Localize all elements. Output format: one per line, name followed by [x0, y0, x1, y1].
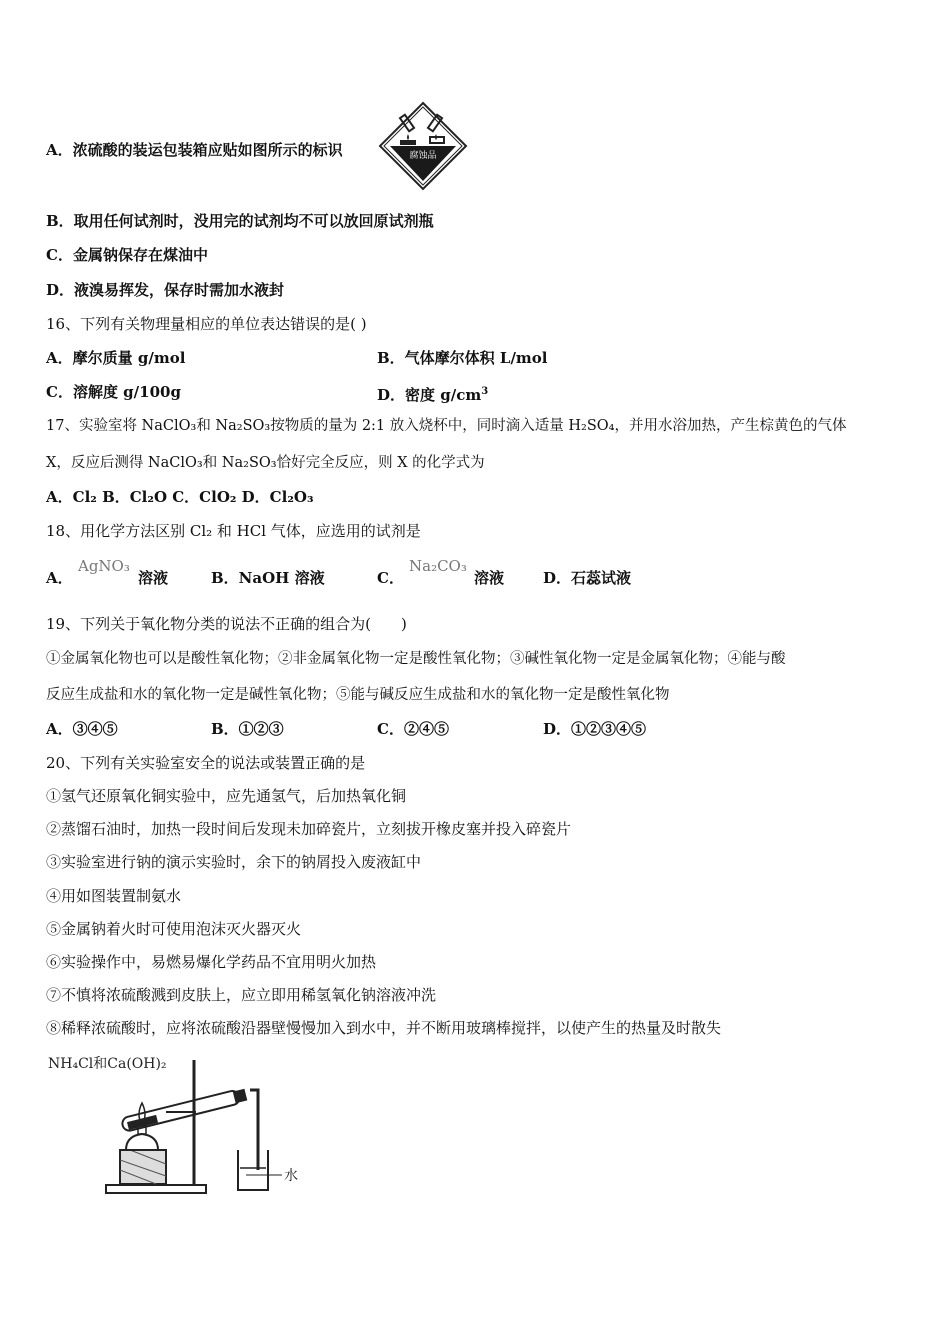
- q18-option-c-label: C．: [377, 569, 404, 587]
- q20-item-1: ①氢气还原氧化铜实验中，应先通氢气，后加热氧化铜: [46, 787, 407, 805]
- figure-reagent-label: NH₄Cl和Ca(OH)₂: [48, 1056, 167, 1072]
- q20-item-6: ⑥实验操作中，易燃易爆化学药品不宜用明火加热: [46, 953, 377, 971]
- q17-stem-line2: X，反应后测得 NaClO₃和 Na₂SO₃恰好完全反应，则 X 的化学式为: [46, 455, 485, 471]
- q16-option-b: B．气体摩尔体积 L/mol: [377, 349, 548, 367]
- q20-item-3: ③实验室进行钠的演示实验时，余下的钠屑投入废液缸中: [46, 853, 422, 871]
- q19-option-a: A．③④⑤: [46, 720, 118, 738]
- q20-item-2: ②蒸馏石油时，加热一段时间后发现未加碎瓷片，立刻拔开橡皮塞并投入碎瓷片: [46, 820, 572, 838]
- q19-option-d: D．①②③④⑤: [543, 720, 647, 738]
- q18-option-b: B．NaOH 溶液: [211, 569, 325, 587]
- q15-option-c: C．金属钠保存在煤油中: [46, 246, 208, 264]
- q16-option-c: C．溶解度 g/100g: [46, 383, 181, 401]
- q18-option-c-formula: Na₂CO₃: [409, 557, 467, 575]
- q15-option-a: A．浓硫酸的装运包装箱应贴如图所示的标识: [46, 141, 343, 159]
- q20-item-8: ⑧稀释浓硫酸时，应将浓硫酸沿器壁慢慢加入到水中，并不断用玻璃棒搅拌，以使产生的热量及时散失: [46, 1019, 722, 1037]
- q20-item-5: ⑤金属钠着火时可使用泡沫灭火器灭火: [46, 920, 302, 938]
- q15-option-b: B．取用任何试剂时，没用完的试剂均不可以放回原试剂瓶: [46, 212, 434, 230]
- q19-line2: 反应生成盐和水的氧化物一定是碱性氧化物；⑤能与碱反应生成盐和水的氧化物一定是酸性氧化物: [46, 687, 670, 703]
- ammonia-apparatus-figure: [46, 1050, 306, 1200]
- q18-option-d: D．石蕊试液: [543, 569, 632, 587]
- q15-option-d: D．液溴易挥发，保存时需加水液封: [46, 281, 285, 299]
- q19-stem: 19、下列关于氧化物分类的说法不正确的组合为( ): [46, 615, 407, 633]
- q16-stem: 16、下列有关物理量相应的单位表达错误的是( ): [46, 315, 367, 333]
- q19-option-b: B．①②③: [211, 720, 284, 738]
- q18-option-a-label: A．: [46, 569, 73, 587]
- q19-option-c: C．②④⑤: [377, 720, 449, 738]
- q20-item-7: ⑦不慎将浓硫酸溅到皮肤上，应立即用稀氢氧化钠溶液冲洗: [46, 986, 437, 1004]
- q16-option-a: A．摩尔质量 g/mol: [46, 349, 186, 367]
- hazard-label: 腐蚀品: [409, 151, 437, 161]
- q17-options: A．Cl₂ B．Cl₂O C．ClO₂ D．Cl₂O₃: [46, 488, 314, 506]
- q20-item-4: ④用如图装置制氨水: [46, 887, 182, 905]
- q18-option-a-suffix: 溶液: [138, 569, 169, 587]
- q18-stem: 18、用化学方法区别 Cl₂ 和 HCl 气体，应选用的试剂是: [46, 522, 421, 540]
- q18-option-c-suffix: 溶液: [474, 569, 505, 587]
- q19-line1: ①金属氧化物也可以是酸性氧化物；②非金属氧化物一定是酸性氧化物；③碱性氧化物一定是金属氧化物；④能与酸: [46, 651, 786, 667]
- figure-water-label: 水: [284, 1168, 298, 1184]
- q18-option-a-formula: AgNO₃: [78, 557, 130, 575]
- q17-stem-line1: 17、实验室将 NaClO₃和 Na₂SO₃按物质的量为 2:1 放入烧杯中，同时滴入适量 H₂SO₄，并用水浴加热，产生棕黄色的气体: [46, 418, 847, 434]
- q16-option-d: D．密度 $g/cm^3$: [377, 386, 489, 404]
- corrosive-hazard-icon: [378, 101, 468, 191]
- q20-stem: 20、下列有关实验室安全的说法或装置正确的是: [46, 754, 366, 772]
